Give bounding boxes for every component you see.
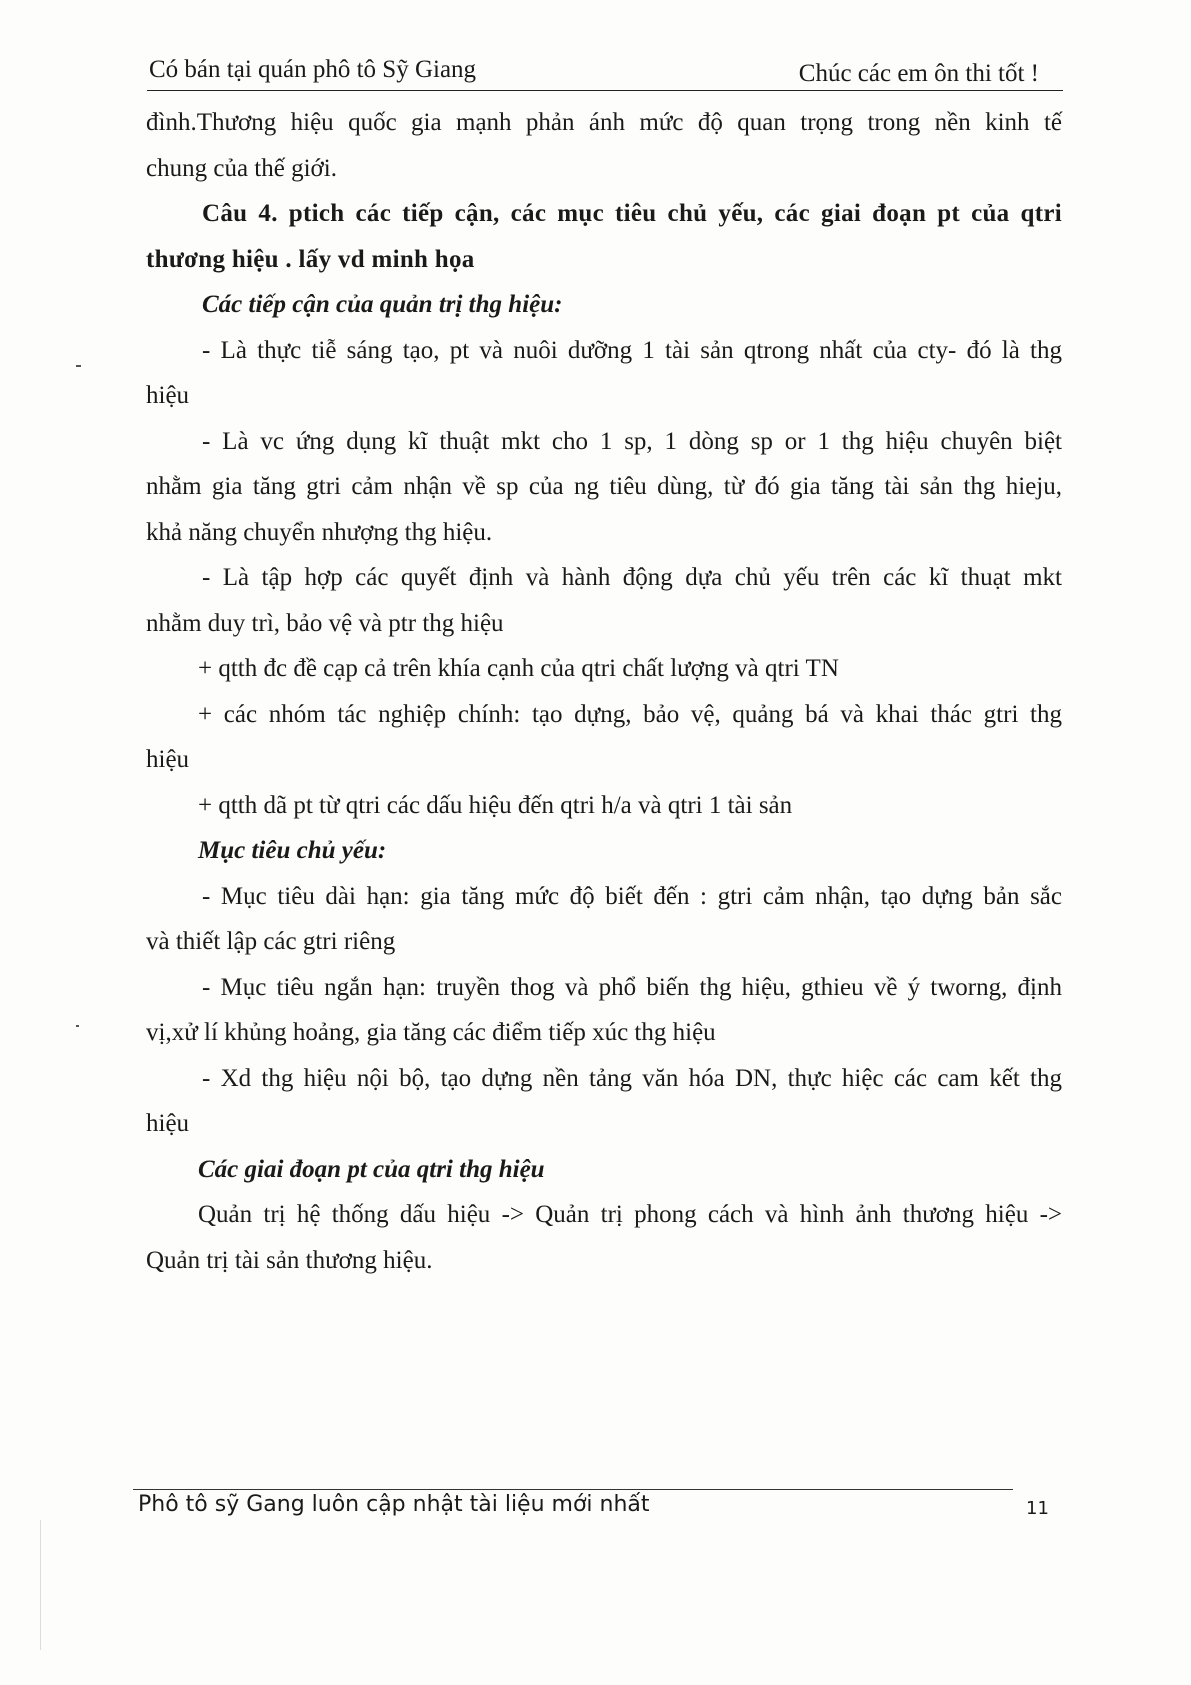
- goal-item: - Xd thg hiệu nội bộ, tạo dựng nền tảng văn hóa DN, thực hiệc các cam kết thg: [202, 1064, 1062, 1092]
- page-header: [147, 54, 1063, 91]
- header-left-text: Có bán tại quán phô tô Sỹ Giang: [149, 56, 477, 83]
- approach-item: - Là thực tiễ sáng tạo, pt và nuôi dưỡng 1 tài sản qtrong nhất của cty- đó là thg: [202, 336, 1062, 364]
- intro-line: đình.Thương hiệu quốc gia mạnh phản ánh mức độ quan trọng trong nền kinh tế: [146, 109, 1062, 136]
- sub-point: + các nhóm tác nghiệp chính: tạo dựng, bảo vệ, quảng bá và khai thác gtri thg: [198, 700, 1062, 728]
- goals-heading: Mục tiêu chủ yếu:: [198, 837, 387, 864]
- question-heading-continued: thương hiệu . lấy vd minh họa: [146, 245, 475, 273]
- approach-item-continued: khả năng chuyển nhượng thg hiệu.: [146, 518, 493, 546]
- footer-divider: [133, 1489, 1013, 1490]
- sub-point: + qtth dã pt từ qtri các dấu hiệu đến qtri h/a và qtri 1 tài sản: [198, 791, 793, 819]
- page-number: 11: [1026, 1498, 1049, 1519]
- goal-item-continued: hiệu: [146, 1110, 190, 1137]
- sub-point: + qtth đc đề cạp cả trên khía cạnh của qtri chất lượng và qtri TN: [198, 655, 839, 682]
- sub-point-continued: hiệu: [146, 746, 190, 773]
- approach-item-continued: nhằm gia tăng gtri cảm nhận về sp của ng tiêu dùng, từ đó gia tăng tài sản thg hieju,: [146, 473, 1062, 500]
- stages-heading: Các giai đoạn pt của qtri thg hiệu: [198, 1155, 545, 1183]
- goal-item: - Mục tiêu ngắn hạn: truyền thog và phổ biến thg hiệu, gthieu về ý tworng, định: [202, 973, 1062, 1001]
- page-body: [146, 100, 1062, 1283]
- approach-item: - Là vc ứng dụng kĩ thuật mkt cho 1 sp, 1 dòng sp or 1 thg hiệu chuyên biệt: [202, 427, 1062, 455]
- approach-item-continued: hiệu: [146, 382, 190, 409]
- footer-text: Phô tô sỹ Gang luôn cập nhật tài liệu mới nhất: [138, 1492, 650, 1517]
- scan-edge-line: [40, 1520, 41, 1650]
- goal-item-continued: và thiết lập các gtri riêng: [146, 928, 396, 955]
- approach-item: - Là tập hợp các quyết định và hành động dựa chủ yếu trên các kĩ thuạt mkt: [202, 564, 1062, 591]
- approaches-heading: Các tiếp cận của quản trị thg hiệu:: [202, 291, 563, 318]
- stages-text-continued: Quản trị tài sản thương hiệu.: [146, 1246, 433, 1274]
- goal-item-continued: vị,xử lí khủng hoảng, gia tăng các điểm tiếp xúc thg hiệu: [146, 1019, 716, 1046]
- question-heading: Câu 4. ptich các tiếp cận, các mục tiêu chủ yếu, các giai đoạn pt của qtri: [202, 200, 1062, 227]
- scan-mark: [76, 365, 81, 367]
- approach-item-continued: nhằm duy trì, bảo vệ và ptr thg hiệu: [146, 609, 504, 637]
- goal-item: - Mục tiêu dài hạn: gia tăng mức độ biết đến : gtri cảm nhận, tạo dựng bản sắc: [202, 882, 1062, 910]
- stages-text: Quản trị hệ thống dấu hiệu -> Quản trị phong cách và hình ảnh thương hiệu ->: [198, 1201, 1062, 1228]
- scan-mark: [76, 1025, 79, 1027]
- intro-line: chung của thế giới.: [146, 154, 337, 182]
- header-right-text: Chúc các em ôn thi tốt !: [798, 60, 1039, 87]
